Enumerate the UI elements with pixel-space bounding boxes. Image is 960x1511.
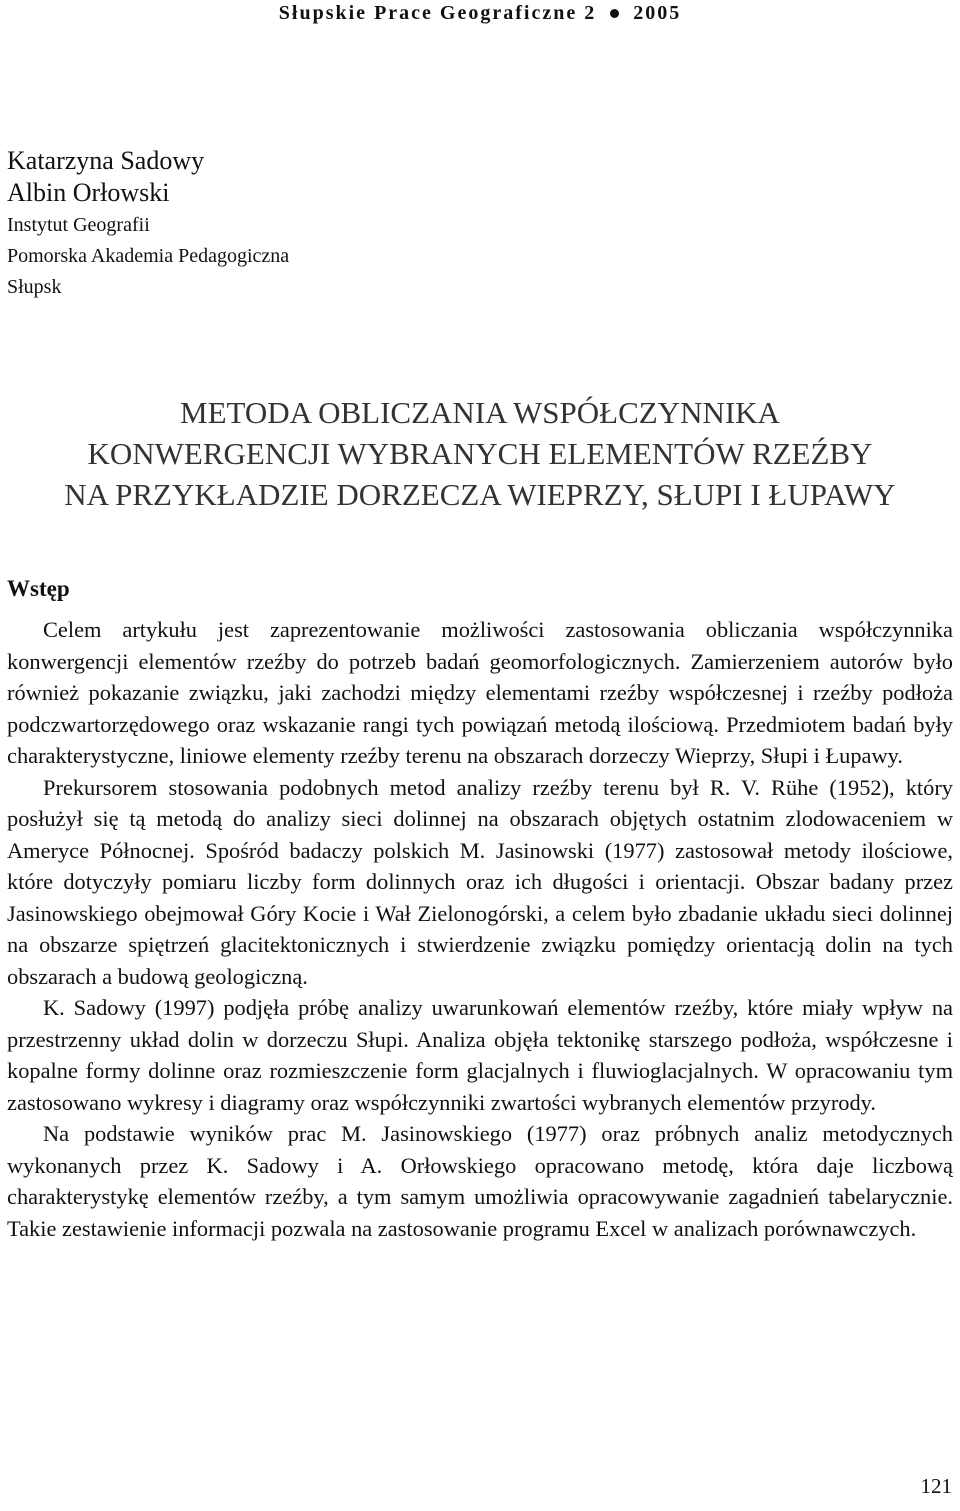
paragraph: Na podstawie wyników prac M. Jasinowskiego (1977) oraz próbnych analiz metodycznych wykonanych przez K. Sadowy i A. Orłowskiego opracowano metodę, która daje liczbową charakterystykę elementów rzeźby, a tym samym umożliwia opracowywanie zagadnień tabelarycznie. Takie zestawienie informacji pozwala na zastosowanie programu Excel w analizach porównawczych.	[7, 1121, 953, 1241]
paragraph: Celem artykułu jest zaprezentowanie możliwości zastosowania obliczania współczynnika konwergencji elementów rzeźby do potrzeb badań geomorfologicznych. Zamierzeniem autorów było również pokazanie związku, jaki zachodzi między elementami rzeźby współczesnej i rzeźby podłoża podczwartorzędowego oraz wskazanie rangi tych powiązań metodą ilościową. Przedmiotem badań były charakterystyczne, liniowe elementy rzeźby terenu na obszarach dorzeczy Wieprzy, Słupi i Łupawy.	[7, 617, 953, 768]
journal-name: Słupskie Prace Geograficzne 2	[278, 1, 597, 24]
page-number: 121	[920, 1474, 952, 1498]
article-title	[0, 392, 960, 515]
affiliation-line: Słupsk	[7, 276, 62, 298]
body-text	[7, 614, 953, 1244]
affiliation-line: Pomorska Akademia Pedagogiczna	[7, 245, 290, 267]
author-name: Katarzyna Sadowy	[7, 146, 205, 175]
journal-year: 2005	[633, 1, 682, 24]
bullet-separator-icon	[610, 9, 619, 18]
running-head	[0, 0, 960, 26]
paragraph: K. Sadowy (1997) podjęła próbę analizy uwarunkowań elementów rzeźby, które miały wpływ na przestrzenny układ dolin w dorzeczu Słupi. Analiza objęła tektonikę starszego podłoża, współczesne i kopalne formy dolinne oraz rozmieszczenie form glacjalnych i fluwioglacjalnych. W opracowaniu tym zastosowano wykresy i diagramy oraz współczynniki zwartości wybranych elementów przyrody.	[7, 995, 953, 1115]
section-heading: Wstęp	[7, 576, 70, 601]
author-block	[7, 145, 289, 302]
author-name: Albin Orłowski	[7, 178, 170, 207]
affiliation-line: Instytut Geografii	[7, 214, 150, 236]
title-line: NA PRZYKŁADZIE DORZECZA WIEPRZY, SŁUPI I ŁUPAWY	[64, 477, 896, 512]
paragraph: Prekursorem stosowania podobnych metod analizy rzeźby terenu był R. V. Rühe (1952), który posłużył się tą metodą do analizy sieci dolinnej na obszarach objętych ostatnim zlodowaceniem w Ameryce Północnej. Spośród badaczy polskich M. Jasinowski (1977) zastosował metody ilościowe, które dotyczyły pomiaru liczby form dolinnych oraz ich długości i orientacji. Obszar badany przez Jasinowskiego obejmował Góry Kocie i Wał Zielonogórski, a celem było zbadanie układu sieci dolinnej na obszarze spiętrzeń glacitektonicznych i stwierdzenie związku pomiędzy orientacją dolin na tych obszarach a budową geologiczną.	[7, 774, 953, 989]
title-line: METODA OBLICZANIA WSPÓŁCZYNNIKA	[180, 395, 780, 430]
title-line: KONWERGENCJI WYBRANYCH ELEMENTÓW RZEŹBY	[87, 436, 873, 471]
